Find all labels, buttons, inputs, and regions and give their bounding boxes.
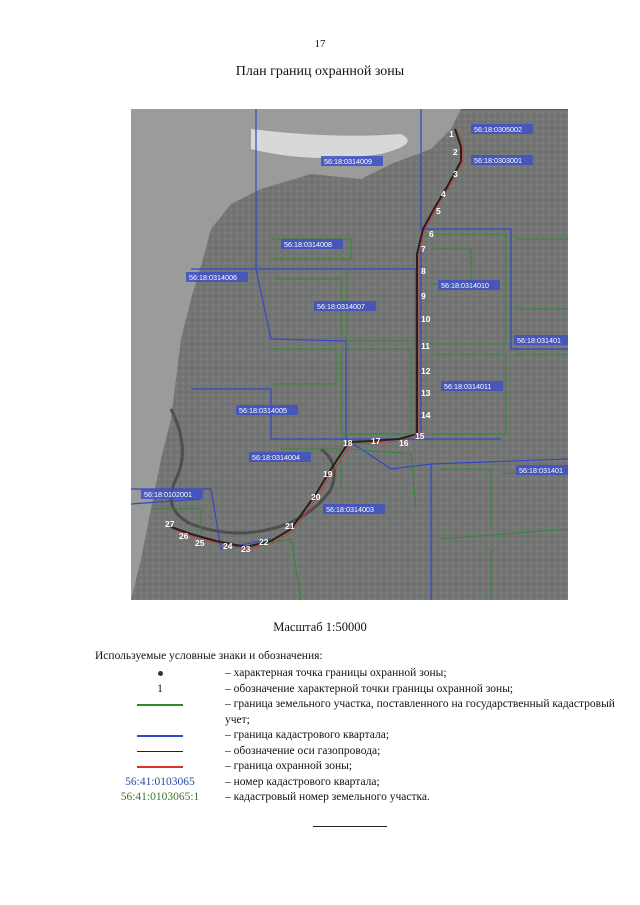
point-label: 11 xyxy=(421,341,430,351)
point-symbol-icon xyxy=(158,671,163,676)
point-label: 22 xyxy=(259,537,269,547)
legend-row-quarter xyxy=(95,728,615,744)
legend xyxy=(95,666,615,806)
quarter-label: 56:18:0305002 xyxy=(474,125,522,134)
point-label: 27 xyxy=(165,519,175,529)
point-label: 18 xyxy=(343,438,353,448)
point-label: 6 xyxy=(429,229,434,239)
legend-desc: – граница кадастрового квартала; xyxy=(225,729,390,741)
page-number: 17 xyxy=(314,38,326,50)
quarter-label: 56:18:0314011 xyxy=(444,382,492,391)
legend-desc: – обозначение характерной точки границы охранной зоны; xyxy=(225,682,514,695)
legend-symbol-text: 56:41:0103065:1 xyxy=(120,791,200,803)
point-label: 10 xyxy=(421,314,431,324)
map-scale: Масштаб 1:50000 xyxy=(273,620,367,634)
quarter-label: 56:18:0314009 xyxy=(324,157,372,166)
quarter-label: 56:18:0314006 xyxy=(189,273,237,282)
legend-row-parcel xyxy=(95,697,615,728)
bottom-rule xyxy=(313,826,387,827)
map-svg xyxy=(131,109,568,600)
quarter-label: 56:18:031401 xyxy=(519,466,563,475)
legend-row-parcel-number xyxy=(95,790,615,806)
legend-symbol-text: 1 xyxy=(157,682,163,695)
page-title: План границ охранной зоны xyxy=(235,64,405,79)
point-label: 26 xyxy=(179,531,189,541)
legend-row-zone xyxy=(95,759,615,775)
legend-desc: – номер кадастрового квартала; xyxy=(225,775,380,788)
point-label: 7 xyxy=(421,244,426,254)
point-label: 17 xyxy=(371,436,381,446)
point-label: 13 xyxy=(421,388,431,398)
legend-row-quarter-number xyxy=(95,775,615,791)
quarter-label: 56:18:0314007 xyxy=(317,302,365,311)
point-label: 1 xyxy=(449,129,454,139)
point-label: 23 xyxy=(241,544,251,554)
legend-title: Используемые условные знаки и обозначения: xyxy=(95,650,323,662)
point-label: 14 xyxy=(421,410,431,420)
red-line-icon xyxy=(137,766,183,768)
point-label: 4 xyxy=(441,189,446,199)
green-line-icon xyxy=(137,704,183,706)
legend-desc: – обозначение оси газопровода; xyxy=(225,744,381,757)
quarter-label: 56:18:031401 xyxy=(517,336,561,345)
point-label: 5 xyxy=(436,206,441,216)
legend-desc: – граница охранной зоны; xyxy=(225,760,353,772)
quarter-label: 56:18:0102001 xyxy=(144,490,192,499)
quarter-label: 56:18:0314010 xyxy=(441,281,489,290)
legend-row-pipeline xyxy=(95,744,615,760)
legend-desc: – характерная точка границы охранной зоны; xyxy=(225,667,447,679)
boundary-map xyxy=(131,109,568,600)
quarter-label: 56:18:0314008 xyxy=(284,240,332,249)
point-label: 2 xyxy=(453,147,458,157)
black-line-icon xyxy=(137,751,183,752)
point-label: 21 xyxy=(285,521,295,531)
point-label: 3 xyxy=(453,169,458,179)
point-label: 16 xyxy=(399,438,409,448)
point-label: 9 xyxy=(421,291,426,301)
point-label: 8 xyxy=(421,266,426,276)
legend-desc: – кадастровый номер земельного участка. xyxy=(225,791,430,803)
quarter-label: 56:18:0314003 xyxy=(326,505,374,514)
legend-symbol-text: 56:41:0103065 xyxy=(125,775,195,788)
point-label: 24 xyxy=(223,541,233,551)
blue-line-icon xyxy=(137,735,183,737)
quarter-label: 56:18:0314004 xyxy=(252,453,300,462)
point-label: 12 xyxy=(421,366,431,376)
legend-row-point xyxy=(95,666,615,682)
legend-row-point-label xyxy=(95,682,615,698)
point-label: 20 xyxy=(311,492,321,502)
quarter-label: 56:18:0303001 xyxy=(474,156,522,165)
legend-desc: – граница земельного участка, поставленного на государственный кадастровый учет; xyxy=(225,698,615,726)
point-label: 25 xyxy=(195,538,205,548)
point-label: 19 xyxy=(323,469,333,479)
point-label: 15 xyxy=(415,431,425,441)
quarter-label: 56:18:0314005 xyxy=(239,406,287,415)
